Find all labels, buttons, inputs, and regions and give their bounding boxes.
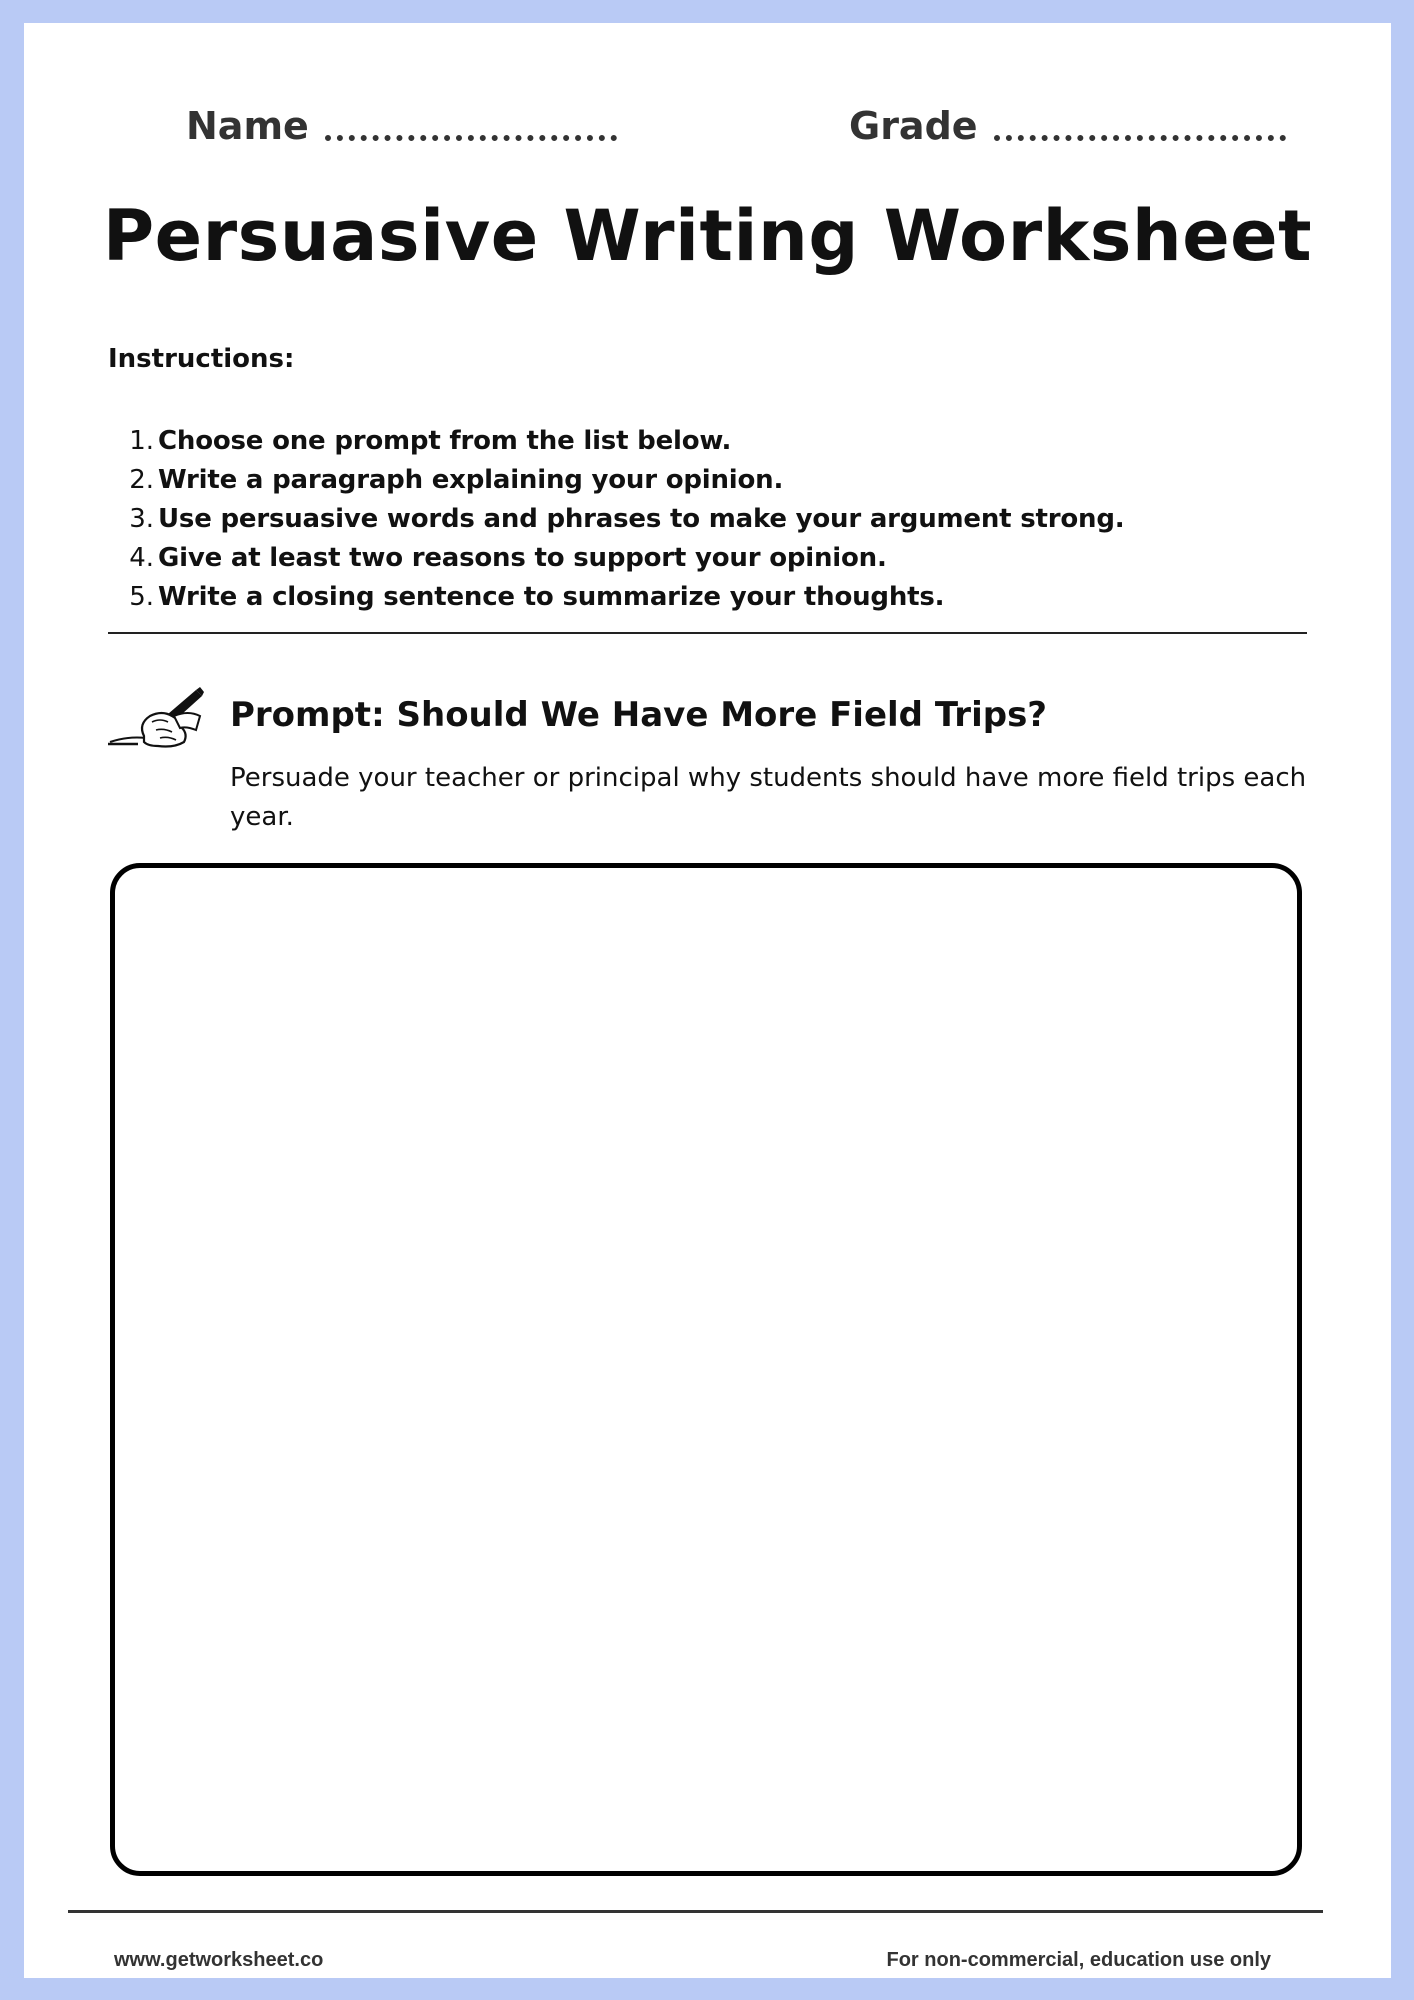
instruction-number: 2. — [129, 465, 154, 495]
instruction-text: Give at least two reasons to support your opinion. — [158, 543, 887, 573]
instruction-text: Use persuasive words and phrases to make your argument strong. — [158, 504, 1125, 534]
instruction-item — [108, 578, 1124, 617]
section-divider — [108, 632, 1307, 634]
instruction-text: Write a closing sentence to summarize your thoughts. — [158, 582, 945, 612]
grade-blank[interactable] — [994, 135, 1286, 141]
instruction-number: 4. — [129, 543, 154, 573]
footer-website[interactable]: www.getworksheet.co — [114, 1949, 324, 1971]
instruction-item — [108, 461, 1124, 500]
answer-writing-area[interactable] — [110, 863, 1302, 1876]
instruction-text: Choose one prompt from the list below. — [158, 426, 732, 456]
footer-divider — [68, 1910, 1323, 1913]
name-label: Name — [186, 104, 309, 148]
instructions-list — [108, 422, 1124, 617]
instruction-item — [108, 500, 1124, 539]
instruction-item — [108, 422, 1124, 461]
name-blank[interactable] — [325, 135, 617, 141]
worksheet-page — [24, 23, 1391, 1978]
page-title: Persuasive Writing Worksheet — [102, 195, 1313, 277]
instructions-heading: Instructions: — [108, 344, 295, 374]
name-field[interactable] — [186, 95, 617, 148]
grade-field[interactable] — [849, 95, 1286, 148]
prompt-description: Persuade your teacher or principal why students should have more field trips each year. — [230, 763, 1307, 832]
writing-hand-icon — [108, 686, 204, 756]
instruction-item — [108, 539, 1124, 578]
footer-notice: For non-commercial, education use only — [886, 1949, 1271, 1971]
grade-label: Grade — [849, 104, 978, 148]
instruction-number: 1. — [129, 426, 154, 456]
prompt-title: Prompt: Should We Have More Field Trips? — [230, 695, 1048, 735]
instruction-number: 3. — [129, 504, 154, 534]
instruction-number: 5. — [129, 582, 154, 612]
instruction-text: Write a paragraph explaining your opinion. — [158, 465, 784, 495]
